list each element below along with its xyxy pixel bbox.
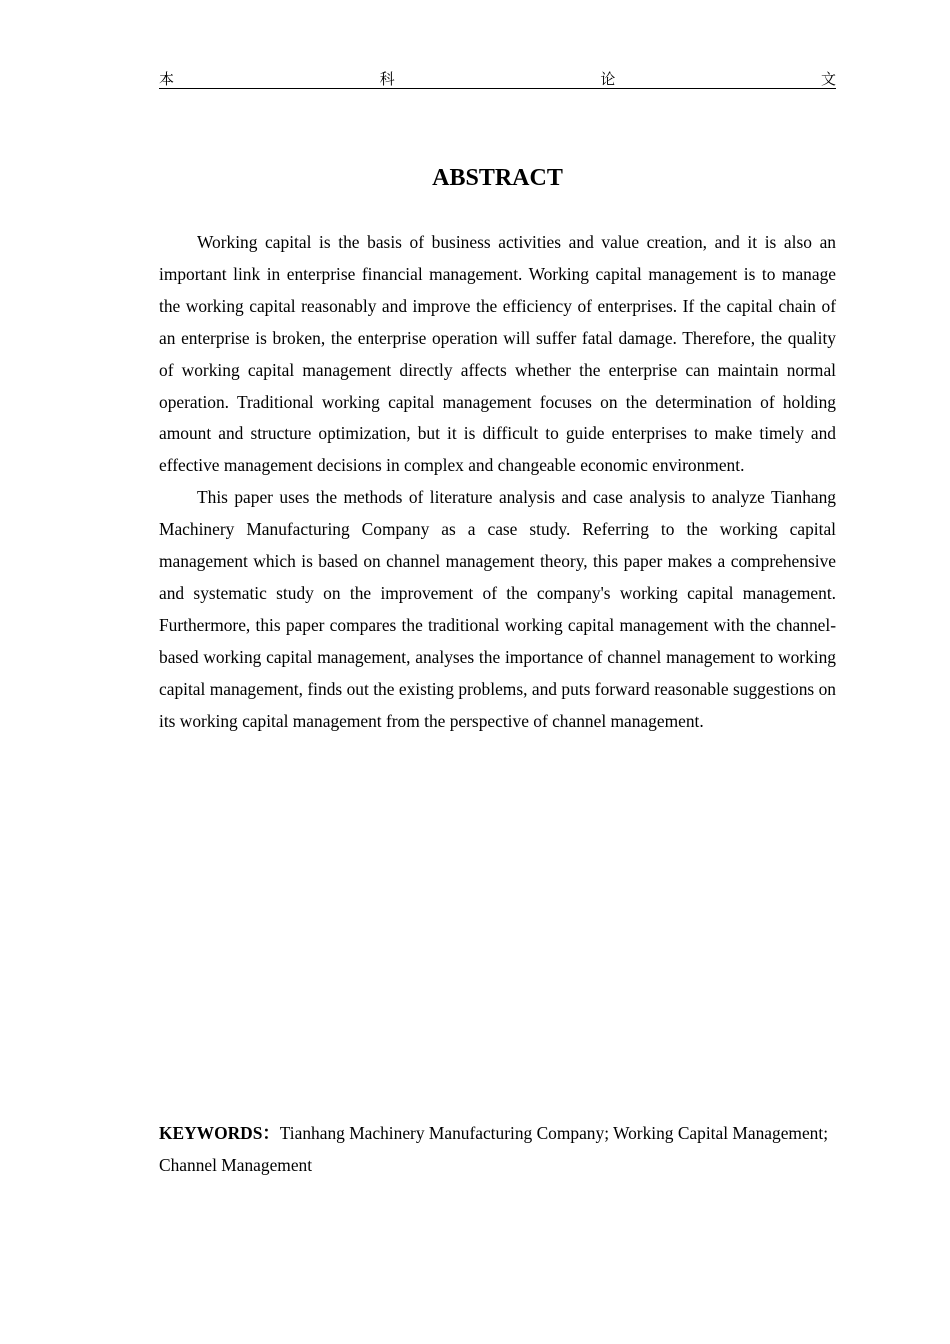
header-char: 论 bbox=[600, 70, 616, 88]
header-char: 本 bbox=[159, 70, 175, 88]
keywords-label: KEYWORDS： bbox=[159, 1123, 280, 1143]
abstract-body bbox=[159, 227, 836, 738]
abstract-paragraph: Working capital is the basis of business activities and value creation, and it is also an important link in enterprise financial management. Working capital management is to manage the working capital reasonably and improve the efficiency of enterprises. If the capital chain of an enterprise is broken, the enterprise operation will suffer fatal damage. Therefore, the quality of working capital management directly affects whether the enterprise can maintain normal operation. Traditional working capital management focuses on the determination of holding amount and structure optimization, but it is difficult to guide enterprises to make timely and effective management decisions in complex and changeable economic environment. bbox=[159, 232, 836, 476]
keywords-line bbox=[159, 1118, 836, 1182]
abstract-paragraph: This paper uses the methods of literature analysis and case analysis to analyze Tianhang Machinery Manufacturing Company as a case study. Referring to the working capital management which is based on channel management theory, this paper makes a comprehensive and systematic study on the improvement of the company's working capital management. Furthermore, this paper compares the traditional working capital management with the channel-based working capital management, analyses the importance of channel management to working capital management, finds out the existing problems, and puts forward reasonable suggestions on its working capital management from the perspective of channel management. bbox=[159, 487, 836, 731]
keywords-text: Tianhang Machinery Manufacturing Company; Working Capital Management; Channel Management bbox=[159, 1123, 829, 1175]
header-char: 文 bbox=[820, 70, 836, 88]
abstract-title: ABSTRACT bbox=[432, 165, 563, 191]
header-char: 科 bbox=[379, 70, 395, 88]
running-header bbox=[159, 68, 836, 89]
